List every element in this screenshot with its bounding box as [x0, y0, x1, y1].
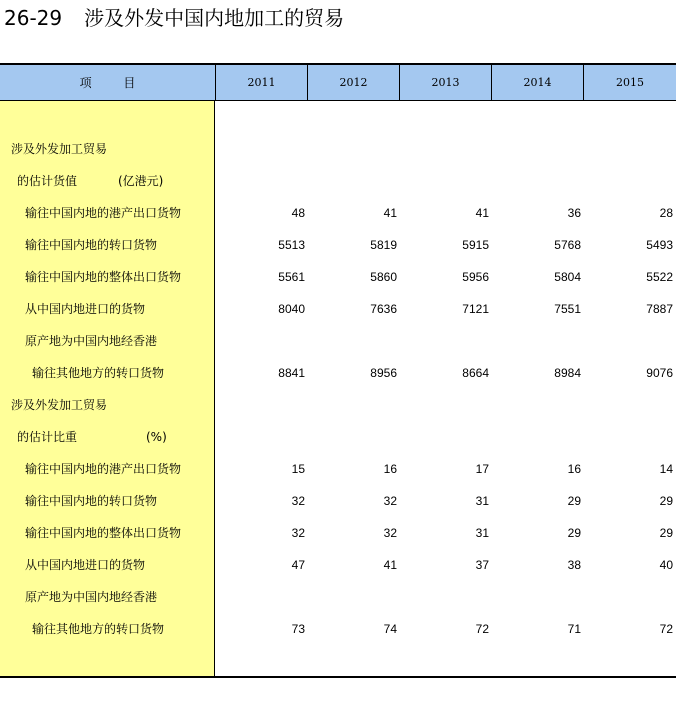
table-row: [0, 229, 676, 261]
table-row: [0, 581, 676, 613]
table-row: [0, 613, 676, 645]
row-label: 输往其他地方的转口货物: [32, 622, 165, 636]
cell-value: 5561: [278, 270, 305, 284]
header-year-2011: 2011: [216, 65, 308, 100]
cell-value: 41: [475, 206, 489, 220]
row-label: 从中国内地进口的货物: [25, 558, 146, 572]
header-year-2015: 2015: [616, 76, 644, 89]
section1-unit: (亿港元): [118, 174, 164, 188]
table-row: [0, 517, 676, 549]
cell-value: 15: [291, 462, 305, 476]
section2-heading: 涉及外发加工贸易: [11, 398, 108, 412]
cell-value: 32: [291, 494, 305, 508]
cell-value: 5804: [554, 270, 581, 284]
cell-value: 41: [383, 206, 397, 220]
section1-subheading: 的估计货值: [17, 174, 78, 188]
cell-value: 31: [475, 526, 489, 540]
cell-value: 9076: [646, 366, 673, 380]
cell-value: 29: [567, 526, 581, 540]
cell-value: 29: [567, 494, 581, 508]
page-title: [4, 2, 344, 34]
row-label: 从中国内地进口的货物: [25, 302, 146, 316]
cell-value: 74: [383, 622, 397, 636]
section-heading-row: [0, 389, 676, 421]
table-row: [0, 197, 676, 229]
table-code: 26-29: [4, 6, 63, 30]
cell-value: 5860: [370, 270, 397, 284]
row-label: 输往中国内地的转口货物: [25, 238, 158, 252]
cell-value: 8664: [462, 366, 489, 380]
cell-value: 29: [659, 526, 673, 540]
cell-value: 16: [383, 462, 397, 476]
cell-value: 31: [475, 494, 489, 508]
cell-value: 5819: [370, 238, 397, 252]
row-label: 输往中国内地的港产出口货物: [25, 462, 182, 476]
cell-value: 8984: [554, 366, 581, 380]
cell-value: 36: [567, 206, 581, 220]
cell-value: 5768: [554, 238, 581, 252]
section2-unit: (%): [146, 430, 167, 444]
cell-value: 32: [383, 526, 397, 540]
row-label: 原产地为中国内地经香港: [25, 334, 158, 348]
cell-value: 7887: [646, 302, 673, 316]
row-label: 输往中国内地的港产出口货物: [25, 206, 182, 220]
cell-value: 8841: [278, 366, 305, 380]
cell-value: 7636: [370, 302, 397, 316]
cell-value: 48: [291, 206, 305, 220]
row-label: 输往中国内地的整体出口货物: [25, 270, 182, 284]
cell-value: 41: [383, 558, 397, 572]
header-year-2013: 2013: [400, 65, 492, 100]
cell-value: 14: [659, 462, 673, 476]
section-subheading-row: [0, 421, 676, 453]
table-row: [0, 453, 676, 485]
row-label: 输往中国内地的整体出口货物: [25, 526, 182, 540]
cell-value: 5513: [278, 238, 305, 252]
table-row: [0, 549, 676, 581]
table-row: [0, 261, 676, 293]
cell-value: 72: [475, 622, 489, 636]
cell-value: 16: [567, 462, 581, 476]
row-label: 输往其他地方的转口货物: [32, 366, 165, 380]
section-heading-row: [0, 133, 676, 165]
section1-heading: 涉及外发加工贸易: [11, 142, 108, 156]
table-header: [0, 63, 676, 100]
cell-value: 32: [383, 494, 397, 508]
row-label: 输往中国内地的转口货物: [25, 494, 158, 508]
table-title: 涉及外发中国内地加工的贸易: [84, 6, 345, 30]
cell-value: 7121: [462, 302, 489, 316]
row-label: 原产地为中国内地经香港: [25, 590, 158, 604]
table-row: [0, 325, 676, 357]
cell-value: 7551: [554, 302, 581, 316]
cell-value: 5522: [646, 270, 673, 284]
cell-value: 72: [659, 622, 673, 636]
cell-value: 32: [291, 526, 305, 540]
cell-value: 5493: [646, 238, 673, 252]
cell-value: 40: [659, 558, 673, 572]
header-item-label: 项 目: [0, 65, 216, 100]
cell-value: 5915: [462, 238, 489, 252]
cell-value: 37: [475, 558, 489, 572]
header-year-2014: 2014: [492, 65, 584, 100]
cell-value: 17: [475, 462, 489, 476]
table-row: [0, 293, 676, 325]
cell-value: 8956: [370, 366, 397, 380]
cell-value: 73: [291, 622, 305, 636]
cell-value: 38: [567, 558, 581, 572]
table-bottom-rule: [0, 676, 676, 678]
cell-value: 29: [659, 494, 673, 508]
cell-value: 8040: [278, 302, 305, 316]
cell-value: 71: [567, 622, 581, 636]
cell-value: 5956: [462, 270, 489, 284]
header-year-2012: 2012: [308, 65, 400, 100]
table-row: [0, 357, 676, 389]
section-subheading-row: [0, 165, 676, 197]
cell-value: 47: [291, 558, 305, 572]
table-row: [0, 485, 676, 517]
section2-subheading: 的估计比重: [17, 430, 78, 444]
cell-value: 28: [659, 206, 673, 220]
